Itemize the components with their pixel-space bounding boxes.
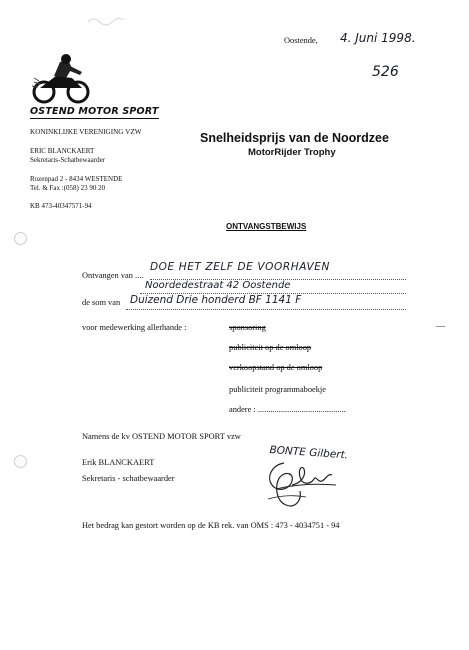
punch-hole-top [14,232,27,245]
purpose-dash [436,326,445,327]
place-label: Oostende, [284,36,318,45]
option-publicity-circuit: publiciteit op de omloop [229,343,312,352]
contact-role: Sekretaris-Schatbewaarder [30,156,106,164]
org-bank-account: KB 473-40347571-94 [30,202,92,210]
from-label: Ontvangen van .... [82,271,144,280]
signer-name: Erik BLANCKAERT [82,458,155,467]
option-other: andere : .......................................... [229,405,346,414]
amount-label: de som van [82,298,121,307]
signature [262,455,342,513]
event-subtitle: MotorRijder Trophy [248,147,336,158]
handwritten-reference-number: 526 [372,64,399,80]
purpose-label: voor medewerking allerhande : [82,323,187,332]
signer-role: Sekretaris - schatbewaarder [82,474,175,483]
punch-hole-bottom [14,455,27,468]
amount-dotted-line [126,309,406,310]
option-sponsoring: sponsoring [229,323,266,332]
from-value-line-2: Noordedestraat 42 Oostende [145,280,291,291]
amount-value: Duizend Drie honderd BF 1141 F [130,294,302,306]
motorcyclist-logo [30,52,92,104]
from-value-line-1: DOE HET ZELF DE VOORHAVEN [150,261,330,273]
logo-wordmark: OSTEND MOTOR SPORT [30,106,159,117]
on-behalf-line: Namens de kv OSTEND MOTOR SPORT vzw [82,432,241,441]
event-title: Snelheidsprijs van de Noordzee [200,131,389,145]
handwritten-payer-name: BONTE Gilbert. [269,444,349,462]
option-sales-stand: verkoopstand op de omloop [229,363,323,372]
document-title: ONTVANGSTBEWIJS [226,222,307,231]
contact-name: ERIC BLANCKAERT [30,147,95,155]
bank-transfer-note: Het bedrag kan gestort worden op de KB rek. van OMS : 473 - 4034751 - 94 [82,521,340,530]
org-phone: Tel. & Fax :(058) 23 90 20 [30,184,106,192]
option-program-booklet: publiciteit programmaboekje [229,385,326,394]
pencil-mark [86,12,126,28]
handwritten-date: 4. Juni 1998. [340,31,416,45]
org-name: KONINKLIJKE VERENIGING VZW [30,128,142,136]
org-address: Rozenpad 2 - 8434 WESTENDE [30,175,123,183]
